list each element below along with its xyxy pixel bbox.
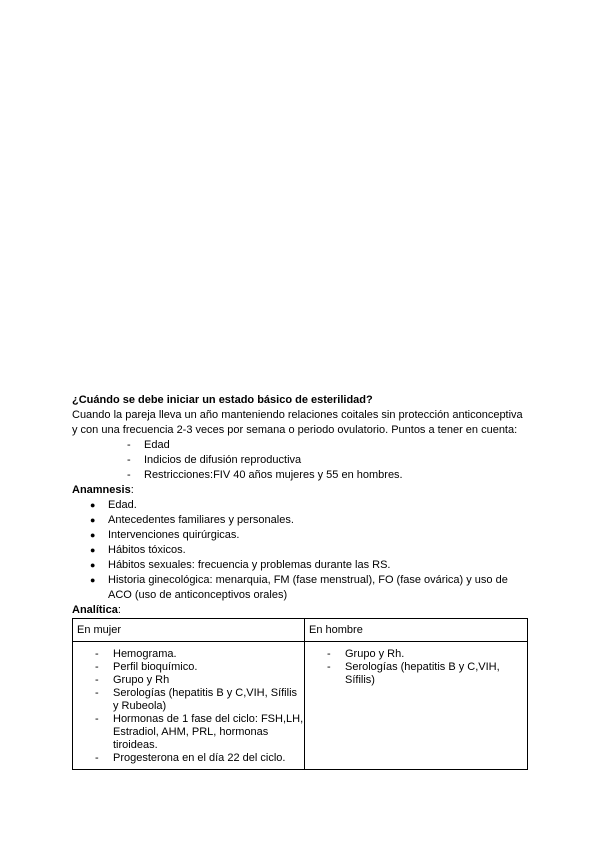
list-item: ● Antecedentes familiares y personales. — [90, 514, 294, 526]
col-header-men: En hombre — [305, 619, 528, 642]
anamnesis-heading: Anamnesis: — [72, 484, 134, 496]
list-item: - Restricciones:FIV 40 años mujeres y 55 en hombres. — [127, 469, 403, 481]
list-item: - Progesterona en el día 22 del ciclo. — [95, 752, 286, 764]
men-list — [305, 642, 527, 691]
list-item: ● Hábitos tóxicos. — [90, 544, 186, 556]
table-row — [73, 642, 528, 770]
intro-line-1: Cuando la pareja lleva un año manteniendo relaciones coitales sin protección anticonceptiva — [72, 409, 523, 421]
analitica-table — [72, 618, 528, 770]
list-item: - Indicios de difusión reproductiva — [127, 454, 302, 466]
list-item: - Hemograma. — [95, 648, 177, 660]
question-heading: ¿Cuándo se debe iniciar un estado básico de esterilidad? — [72, 394, 373, 406]
anamnesis-list — [72, 498, 528, 603]
intro-line-2: y con una frecuencia 2-3 veces por semana o periodo ovulatorio. Puntos a tener en cuenta: — [72, 424, 518, 436]
list-item: - Serologías (hepatitis B y C,VIH, Sífilis) — [327, 661, 500, 686]
list-item: ● Historia ginecológica: menarquia, FM (fase menstrual), FO (fase ovárica) y uso de ACO (uso de anticonceptivos orales) — [90, 574, 508, 601]
list-item: ● Edad. — [90, 499, 137, 511]
list-item: - Serologías (hepatitis B y C,VIH, Sífilis y Rubeola) — [95, 687, 298, 712]
list-item: - Grupo y Rh — [95, 674, 170, 686]
list-item: ● Intervenciones quirúrgicas. — [90, 529, 240, 541]
col-header-women: En mujer — [73, 619, 305, 642]
analitica-heading: Analítica: — [72, 604, 121, 616]
list-item: - Grupo y Rh. — [327, 648, 405, 660]
list-item: - Perfil bioquímico. — [95, 661, 198, 673]
points-list — [72, 438, 528, 483]
table-header-row — [73, 619, 528, 642]
men-cell — [305, 642, 528, 770]
women-cell — [73, 642, 305, 770]
document-body — [72, 393, 528, 770]
list-item: - Hormonas de 1 fase del ciclo: FSH,LH, Estradiol, AHM, PRL, hormonas tiroideas. — [95, 713, 304, 751]
list-item: - Edad — [127, 439, 170, 451]
list-item: ● Hábitos sexuales: frecuencia y problemas durante las RS. — [90, 559, 391, 571]
women-list — [73, 642, 304, 769]
